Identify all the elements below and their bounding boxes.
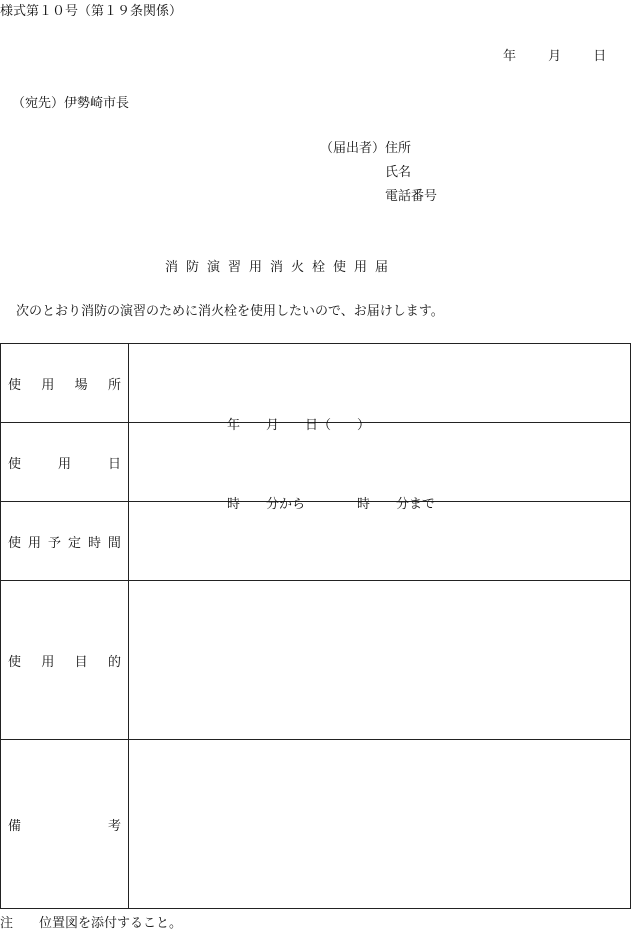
- document-title: 消防演習用消火栓使用届: [165, 260, 397, 275]
- notifier-label: （届出者）: [320, 141, 386, 156]
- notifier-phone-label: 電話番号: [385, 189, 438, 204]
- usage-time-field[interactable]: [129, 497, 631, 581]
- label-cell: [1, 344, 129, 423]
- usage-time-value: 時 分から 時 分まで: [227, 497, 436, 512]
- notifier-address-label: 住所: [385, 141, 412, 156]
- addressee: （宛先）伊勢崎市長: [12, 96, 130, 111]
- label-cell: [1, 581, 129, 740]
- table-row-remarks: [1, 740, 631, 909]
- usage-date-value: 年 月 日（ ）: [227, 418, 371, 433]
- intro-text: 次のとおり消防の演習のために消火栓を使用したいので、お届けします。: [16, 304, 444, 319]
- remarks-field[interactable]: [129, 740, 631, 909]
- usage-date-label: 使 用 日: [8, 456, 121, 472]
- usage-time-label: 使 用 予 定 時 間: [8, 535, 121, 551]
- usage-purpose-label: 使 用 目 的: [8, 654, 121, 670]
- notifier-name-label: 氏名: [385, 165, 412, 180]
- date-line: 年 月 日: [503, 49, 607, 64]
- remarks-label: 備 考: [8, 818, 121, 834]
- usage-purpose-field[interactable]: [129, 581, 631, 740]
- table-row-location: [1, 344, 631, 423]
- label-cell: [1, 502, 129, 581]
- table-row-date: [1, 423, 631, 502]
- usage-location-field[interactable]: [129, 344, 631, 423]
- table-row-purpose: [1, 581, 631, 740]
- footnote: 注 位置図を添付すること。: [0, 916, 183, 931]
- usage-date-field[interactable]: [129, 418, 631, 502]
- label-cell: [1, 423, 129, 502]
- form-number: 様式第１０号（第１９条関係）: [0, 4, 183, 19]
- label-cell: [1, 740, 129, 909]
- table-row-time: [1, 502, 631, 581]
- form-table: [0, 343, 631, 909]
- usage-location-label: 使 用 場 所: [8, 377, 121, 393]
